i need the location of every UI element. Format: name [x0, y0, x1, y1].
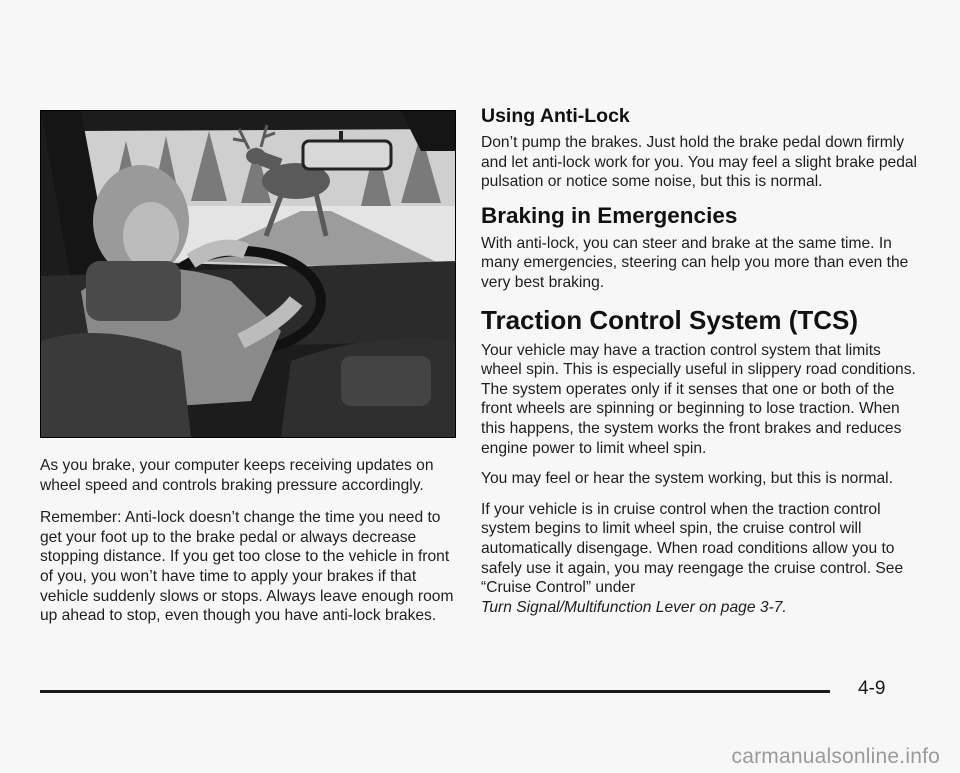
- paragraph-anti-lock: Don’t pump the brakes. Just hold the brake pedal down firmly and let anti-lock work for you. You may feel a slight brake pedal pulsation or notice some noise, but this is normal.: [481, 134, 918, 191]
- driver-deer-illustration: [40, 110, 456, 438]
- watermark: carmanualsonline.info: [731, 745, 940, 768]
- left-column: [40, 110, 456, 626]
- cross-reference: Turn Signal/Multifunction Lever on page 3-7.: [481, 598, 787, 616]
- paragraph-tcs-cruise: [481, 500, 921, 618]
- heading-traction-control: Traction Control System (TCS): [481, 304, 859, 335]
- left-paragraph-updates: As you brake, your computer keeps receiving updates on wheel speed and controls braking pressure accordingly.: [40, 457, 434, 494]
- paragraph-tcs-normal: You may feel or hear the system working, but this is normal.: [481, 470, 893, 488]
- cruise-text: If your vehicle is in cruise control when the traction control system begins to limit wheel spin, the cruise control will automatically disengage. When road conditions allow you to safely use it again, you may reengage the cruise control. See “Cruise Control” under: [481, 500, 904, 597]
- left-paragraph-remember: Remember: Anti-lock doesn’t change the time you need to get your foot up to the brake pedal or always decrease stopping distance. If you get too close to the vehicle in front of you, you won’t have time to apply your brakes if that vehicle suddenly slows or stops. Always leave enough room up ahead to stop, even though you have anti-lock brakes.: [40, 509, 454, 625]
- paragraph-emergencies: With anti-lock, you can steer and brake at the same time. In many emergencies, steering can help you more than even the very best braking.: [481, 234, 909, 291]
- paragraph-tcs-intro: Your vehicle may have a traction control system that limits wheel spin. This is especially useful in slippery road conditions. The system operates only if it senses that one or both of the front wheels are spinning or beginning to lose traction. When this happens, the system works the front brakes and reduces engine power to limit wheel spin.: [481, 341, 916, 457]
- heading-braking-emergencies: Braking in Emergencies: [481, 202, 738, 228]
- right-column: [481, 104, 921, 617]
- footer-rule: [40, 690, 830, 693]
- heading-using-anti-lock: Using Anti-Lock: [481, 105, 630, 127]
- page-number: 4-9: [858, 678, 886, 699]
